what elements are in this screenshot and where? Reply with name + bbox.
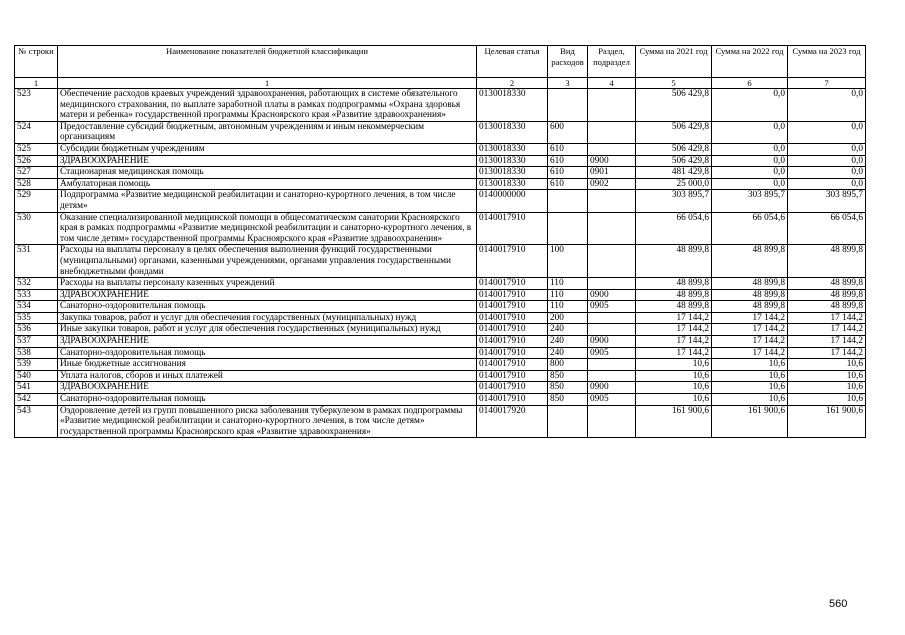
indicator-name: ЗДРАВООХРАНЕНИЕ: [58, 336, 477, 348]
section-code: 0905: [588, 301, 636, 313]
table-row: [15, 336, 866, 348]
indicator-name: Санаторно-оздоровительная помощь: [58, 301, 477, 313]
row-number: 534: [15, 301, 58, 313]
sum-2021: 48 899,8: [636, 289, 712, 301]
sum-2023: 303 895,7: [788, 190, 866, 212]
column-number: 1: [58, 78, 477, 89]
target-article: 0140017910: [477, 312, 548, 324]
header-section: Раздел, подраздел: [588, 46, 636, 78]
table-row: [15, 347, 866, 359]
sum-2022: 10,6: [712, 359, 788, 371]
sum-2022: 17 144,2: [712, 347, 788, 359]
column-number: 4: [588, 78, 636, 89]
row-number: 527: [15, 167, 58, 179]
target-article: 0140017910: [477, 370, 548, 382]
section-code: 0905: [588, 394, 636, 406]
expense-type: [548, 190, 588, 212]
target-article: 0130018330: [477, 178, 548, 190]
expense-type: 850: [548, 382, 588, 394]
row-number: 528: [15, 178, 58, 190]
row-number: 530: [15, 212, 58, 245]
budget-table: [14, 45, 866, 438]
sum-2022: 161 900,6: [712, 405, 788, 438]
sum-2023: 10,6: [788, 382, 866, 394]
indicator-name: Подпрограмма «Развитие медицинской реабилитации и санаторно-курортного лечения, в том числе детям»: [58, 190, 477, 212]
indicator-name: Санаторно-оздоровительная помощь: [58, 347, 477, 359]
table-row: [15, 212, 866, 245]
expense-type: 110: [548, 289, 588, 301]
sum-2023: 17 144,2: [788, 347, 866, 359]
sum-2023: 0,0: [788, 167, 866, 179]
target-article: 0140017910: [477, 212, 548, 245]
table-row: [15, 301, 866, 313]
row-number: 541: [15, 382, 58, 394]
indicator-name: Предоставление субсидий бюджетным, автономным учреждениям и иным некоммерческим организациям: [58, 121, 477, 143]
sum-2023: 10,6: [788, 370, 866, 382]
sum-2022: 48 899,8: [712, 278, 788, 290]
table-row: [15, 121, 866, 143]
sum-2022: 0,0: [712, 178, 788, 190]
row-number: 533: [15, 289, 58, 301]
table-row: [15, 359, 866, 371]
expense-type: 800: [548, 359, 588, 371]
expense-type: 240: [548, 347, 588, 359]
section-code: [588, 89, 636, 122]
sum-2021: 506 429,8: [636, 155, 712, 167]
target-article: 0140017910: [477, 324, 548, 336]
target-article: 0140017910: [477, 394, 548, 406]
row-number: 538: [15, 347, 58, 359]
section-code: [588, 121, 636, 143]
target-article: 0140017910: [477, 347, 548, 359]
table-row: [15, 245, 866, 278]
sum-2022: 0,0: [712, 167, 788, 179]
row-number: 539: [15, 359, 58, 371]
header-sum-2023: Сумма на 2023 год: [788, 46, 866, 78]
column-number: 3: [548, 78, 588, 89]
table-row: [15, 289, 866, 301]
row-number: 536: [15, 324, 58, 336]
sum-2022: 10,6: [712, 394, 788, 406]
sum-2023: 48 899,8: [788, 245, 866, 278]
target-article: 0140017910: [477, 359, 548, 371]
table-row: [15, 278, 866, 290]
sum-2021: 506 429,8: [636, 143, 712, 155]
header-row: [15, 46, 866, 78]
sum-2023: 48 899,8: [788, 289, 866, 301]
indicator-name: Санаторно-оздоровительная помощь: [58, 394, 477, 406]
sum-2022: 10,6: [712, 382, 788, 394]
indicator-name: Субсидии бюджетным учреждениям: [58, 143, 477, 155]
sum-2021: 17 144,2: [636, 312, 712, 324]
section-code: 0900: [588, 382, 636, 394]
indicator-name: Иные закупки товаров, работ и услуг для обеспечения государственных (муниципальных) нужд: [58, 324, 477, 336]
row-number: 523: [15, 89, 58, 122]
target-article: 0140000000: [477, 190, 548, 212]
table-row: [15, 382, 866, 394]
expense-type: [548, 89, 588, 122]
expense-type: 100: [548, 245, 588, 278]
header-row-number: № строки: [15, 46, 58, 78]
sum-2022: 0,0: [712, 89, 788, 122]
target-article: 0130018330: [477, 155, 548, 167]
indicator-name: ЗДРАВООХРАНЕНИЕ: [58, 155, 477, 167]
table-row: [15, 324, 866, 336]
indicator-name: Расходы на выплаты персоналу в целях обеспечения выполнения функций государственными (муниципальными) органами, казенными учреждениями, органами управления государственными внебюджетными фондами: [58, 245, 477, 278]
sum-2023: 0,0: [788, 143, 866, 155]
row-number: 537: [15, 336, 58, 348]
expense-type: 610: [548, 143, 588, 155]
sum-2023: 0,0: [788, 155, 866, 167]
indicator-name: Стационарная медицинская помощь: [58, 167, 477, 179]
section-code: [588, 405, 636, 438]
sum-2023: 0,0: [788, 121, 866, 143]
expense-type: 240: [548, 324, 588, 336]
column-number: 7: [788, 78, 866, 89]
row-number: 543: [15, 405, 58, 438]
expense-type: 240: [548, 336, 588, 348]
indicator-name: Уплата налогов, сборов и иных платежей: [58, 370, 477, 382]
header-sum-2022: Сумма на 2022 год: [712, 46, 788, 78]
sum-2023: 161 900,6: [788, 405, 866, 438]
sum-2021: 48 899,8: [636, 245, 712, 278]
sum-2022: 48 899,8: [712, 289, 788, 301]
section-code: [588, 370, 636, 382]
target-article: 0140017910: [477, 301, 548, 313]
sum-2021: 10,6: [636, 382, 712, 394]
target-article: 0130018330: [477, 121, 548, 143]
column-number: 5: [636, 78, 712, 89]
table-row: [15, 190, 866, 212]
sum-2022: 66 054,6: [712, 212, 788, 245]
indicator-name: Амбулаторная помощь: [58, 178, 477, 190]
sum-2022: 10,6: [712, 370, 788, 382]
sum-2021: 10,6: [636, 359, 712, 371]
sum-2021: 481 429,8: [636, 167, 712, 179]
sum-2021: 48 899,8: [636, 278, 712, 290]
row-number: 526: [15, 155, 58, 167]
row-number: 524: [15, 121, 58, 143]
sum-2023: 17 144,2: [788, 336, 866, 348]
header-expense-type: Вид расходов: [548, 46, 588, 78]
expense-type: 610: [548, 167, 588, 179]
expense-type: [548, 212, 588, 245]
target-article: 0140017910: [477, 278, 548, 290]
table-row: [15, 155, 866, 167]
indicator-name: ЗДРАВООХРАНЕНИЕ: [58, 382, 477, 394]
expense-type: 610: [548, 178, 588, 190]
sum-2021: 17 144,2: [636, 324, 712, 336]
target-article: 0140017910: [477, 289, 548, 301]
row-number: 535: [15, 312, 58, 324]
expense-type: 200: [548, 312, 588, 324]
row-number: 531: [15, 245, 58, 278]
row-number: 540: [15, 370, 58, 382]
indicator-name: Обеспечение расходов краевых учреждений здравоохранения, работающих в системе обязательного медицинского страхования, по выплате заработной платы в рамках подпрограммы «Охрана здоровья матери и ребенка» государственной программы Красноярского края «Развитие здравоохранения»: [58, 89, 477, 122]
target-article: 0130018330: [477, 167, 548, 179]
section-code: 0900: [588, 155, 636, 167]
section-code: 0900: [588, 336, 636, 348]
expense-type: 850: [548, 394, 588, 406]
sum-2022: 17 144,2: [712, 312, 788, 324]
target-article: 0140017910: [477, 336, 548, 348]
section-code: [588, 245, 636, 278]
sum-2021: 10,6: [636, 394, 712, 406]
expense-type: 610: [548, 155, 588, 167]
sum-2022: 17 144,2: [712, 336, 788, 348]
table-row: [15, 405, 866, 438]
sum-2021: 303 895,7: [636, 190, 712, 212]
sum-2021: 17 144,2: [636, 347, 712, 359]
sum-2023: 10,6: [788, 359, 866, 371]
section-code: [588, 278, 636, 290]
sum-2023: 17 144,2: [788, 312, 866, 324]
row-number: 542: [15, 394, 58, 406]
column-number: 2: [477, 78, 548, 89]
page-number: 560: [829, 598, 848, 610]
sum-2022: 0,0: [712, 121, 788, 143]
sum-2022: 17 144,2: [712, 324, 788, 336]
expense-type: 600: [548, 121, 588, 143]
section-code: [588, 312, 636, 324]
sum-2023: 17 144,2: [788, 324, 866, 336]
sum-2022: 0,0: [712, 155, 788, 167]
column-number: 1: [15, 78, 58, 89]
section-code: 0902: [588, 178, 636, 190]
expense-type: 110: [548, 301, 588, 313]
target-article: 0140017910: [477, 245, 548, 278]
section-code: [588, 359, 636, 371]
expense-type: 850: [548, 370, 588, 382]
column-number: 6: [712, 78, 788, 89]
sum-2021: 66 054,6: [636, 212, 712, 245]
sum-2022: 303 895,7: [712, 190, 788, 212]
sum-2022: 48 899,8: [712, 245, 788, 278]
sum-2023: 0,0: [788, 178, 866, 190]
indicator-name: Закупка товаров, работ и услуг для обеспечения государственных (муниципальных) нужд: [58, 312, 477, 324]
header-target-article: Целевая статья: [477, 46, 548, 78]
target-article: 0130018330: [477, 143, 548, 155]
section-code: [588, 143, 636, 155]
row-number: 525: [15, 143, 58, 155]
indicator-name: Оздоровление детей из групп повышенного риска заболевания туберкулезом в рамках подпрограммы «Развитие медицинской реабилитации и санаторно-курортного лечения, в том числе детям» государственной программы Красноярского края «Развитие здравоохранения»: [58, 405, 477, 438]
sum-2022: 48 899,8: [712, 301, 788, 313]
expense-type: [548, 405, 588, 438]
table-row: [15, 167, 866, 179]
sum-2023: 66 054,6: [788, 212, 866, 245]
indicator-name: Оказание специализированной медицинской помощи в общесоматическом санатории Красноярского края в рамках подпрограммы «Развитие медицинской реабилитации и санаторно-курортного лечения, в том числе детям» государственной программы Красноярского края «Развитие здравоохранения»: [58, 212, 477, 245]
table-row: [15, 89, 866, 122]
header-indicator-name: Наименование показателей бюджетной классификации: [58, 46, 477, 78]
target-article: 0140017910: [477, 382, 548, 394]
section-code: 0900: [588, 289, 636, 301]
sum-2023: 10,6: [788, 394, 866, 406]
sum-2021: 25 000,0: [636, 178, 712, 190]
sum-2021: 48 899,8: [636, 301, 712, 313]
section-code: 0905: [588, 347, 636, 359]
sum-2021: 506 429,8: [636, 89, 712, 122]
row-number: 529: [15, 190, 58, 212]
column-number-row: [15, 78, 866, 89]
section-code: [588, 190, 636, 212]
sum-2023: 48 899,8: [788, 301, 866, 313]
table-row: [15, 143, 866, 155]
sum-2023: 48 899,8: [788, 278, 866, 290]
section-code: 0901: [588, 167, 636, 179]
target-article: 0140017920: [477, 405, 548, 438]
sum-2023: 0,0: [788, 89, 866, 122]
row-number: 532: [15, 278, 58, 290]
table-row: [15, 394, 866, 406]
sum-2021: 10,6: [636, 370, 712, 382]
target-article: 0130018330: [477, 89, 548, 122]
indicator-name: Расходы на выплаты персоналу казенных учреждений: [58, 278, 477, 290]
header-sum-2021: Сумма на 2021 год: [636, 46, 712, 78]
table-row: [15, 178, 866, 190]
sum-2021: 161 900,6: [636, 405, 712, 438]
table-row: [15, 370, 866, 382]
section-code: [588, 212, 636, 245]
sum-2021: 17 144,2: [636, 336, 712, 348]
sum-2021: 506 429,8: [636, 121, 712, 143]
indicator-name: Иные бюджетные ассигнования: [58, 359, 477, 371]
section-code: [588, 324, 636, 336]
table-row: [15, 312, 866, 324]
sum-2022: 0,0: [712, 143, 788, 155]
indicator-name: ЗДРАВООХРАНЕНИЕ: [58, 289, 477, 301]
expense-type: 110: [548, 278, 588, 290]
